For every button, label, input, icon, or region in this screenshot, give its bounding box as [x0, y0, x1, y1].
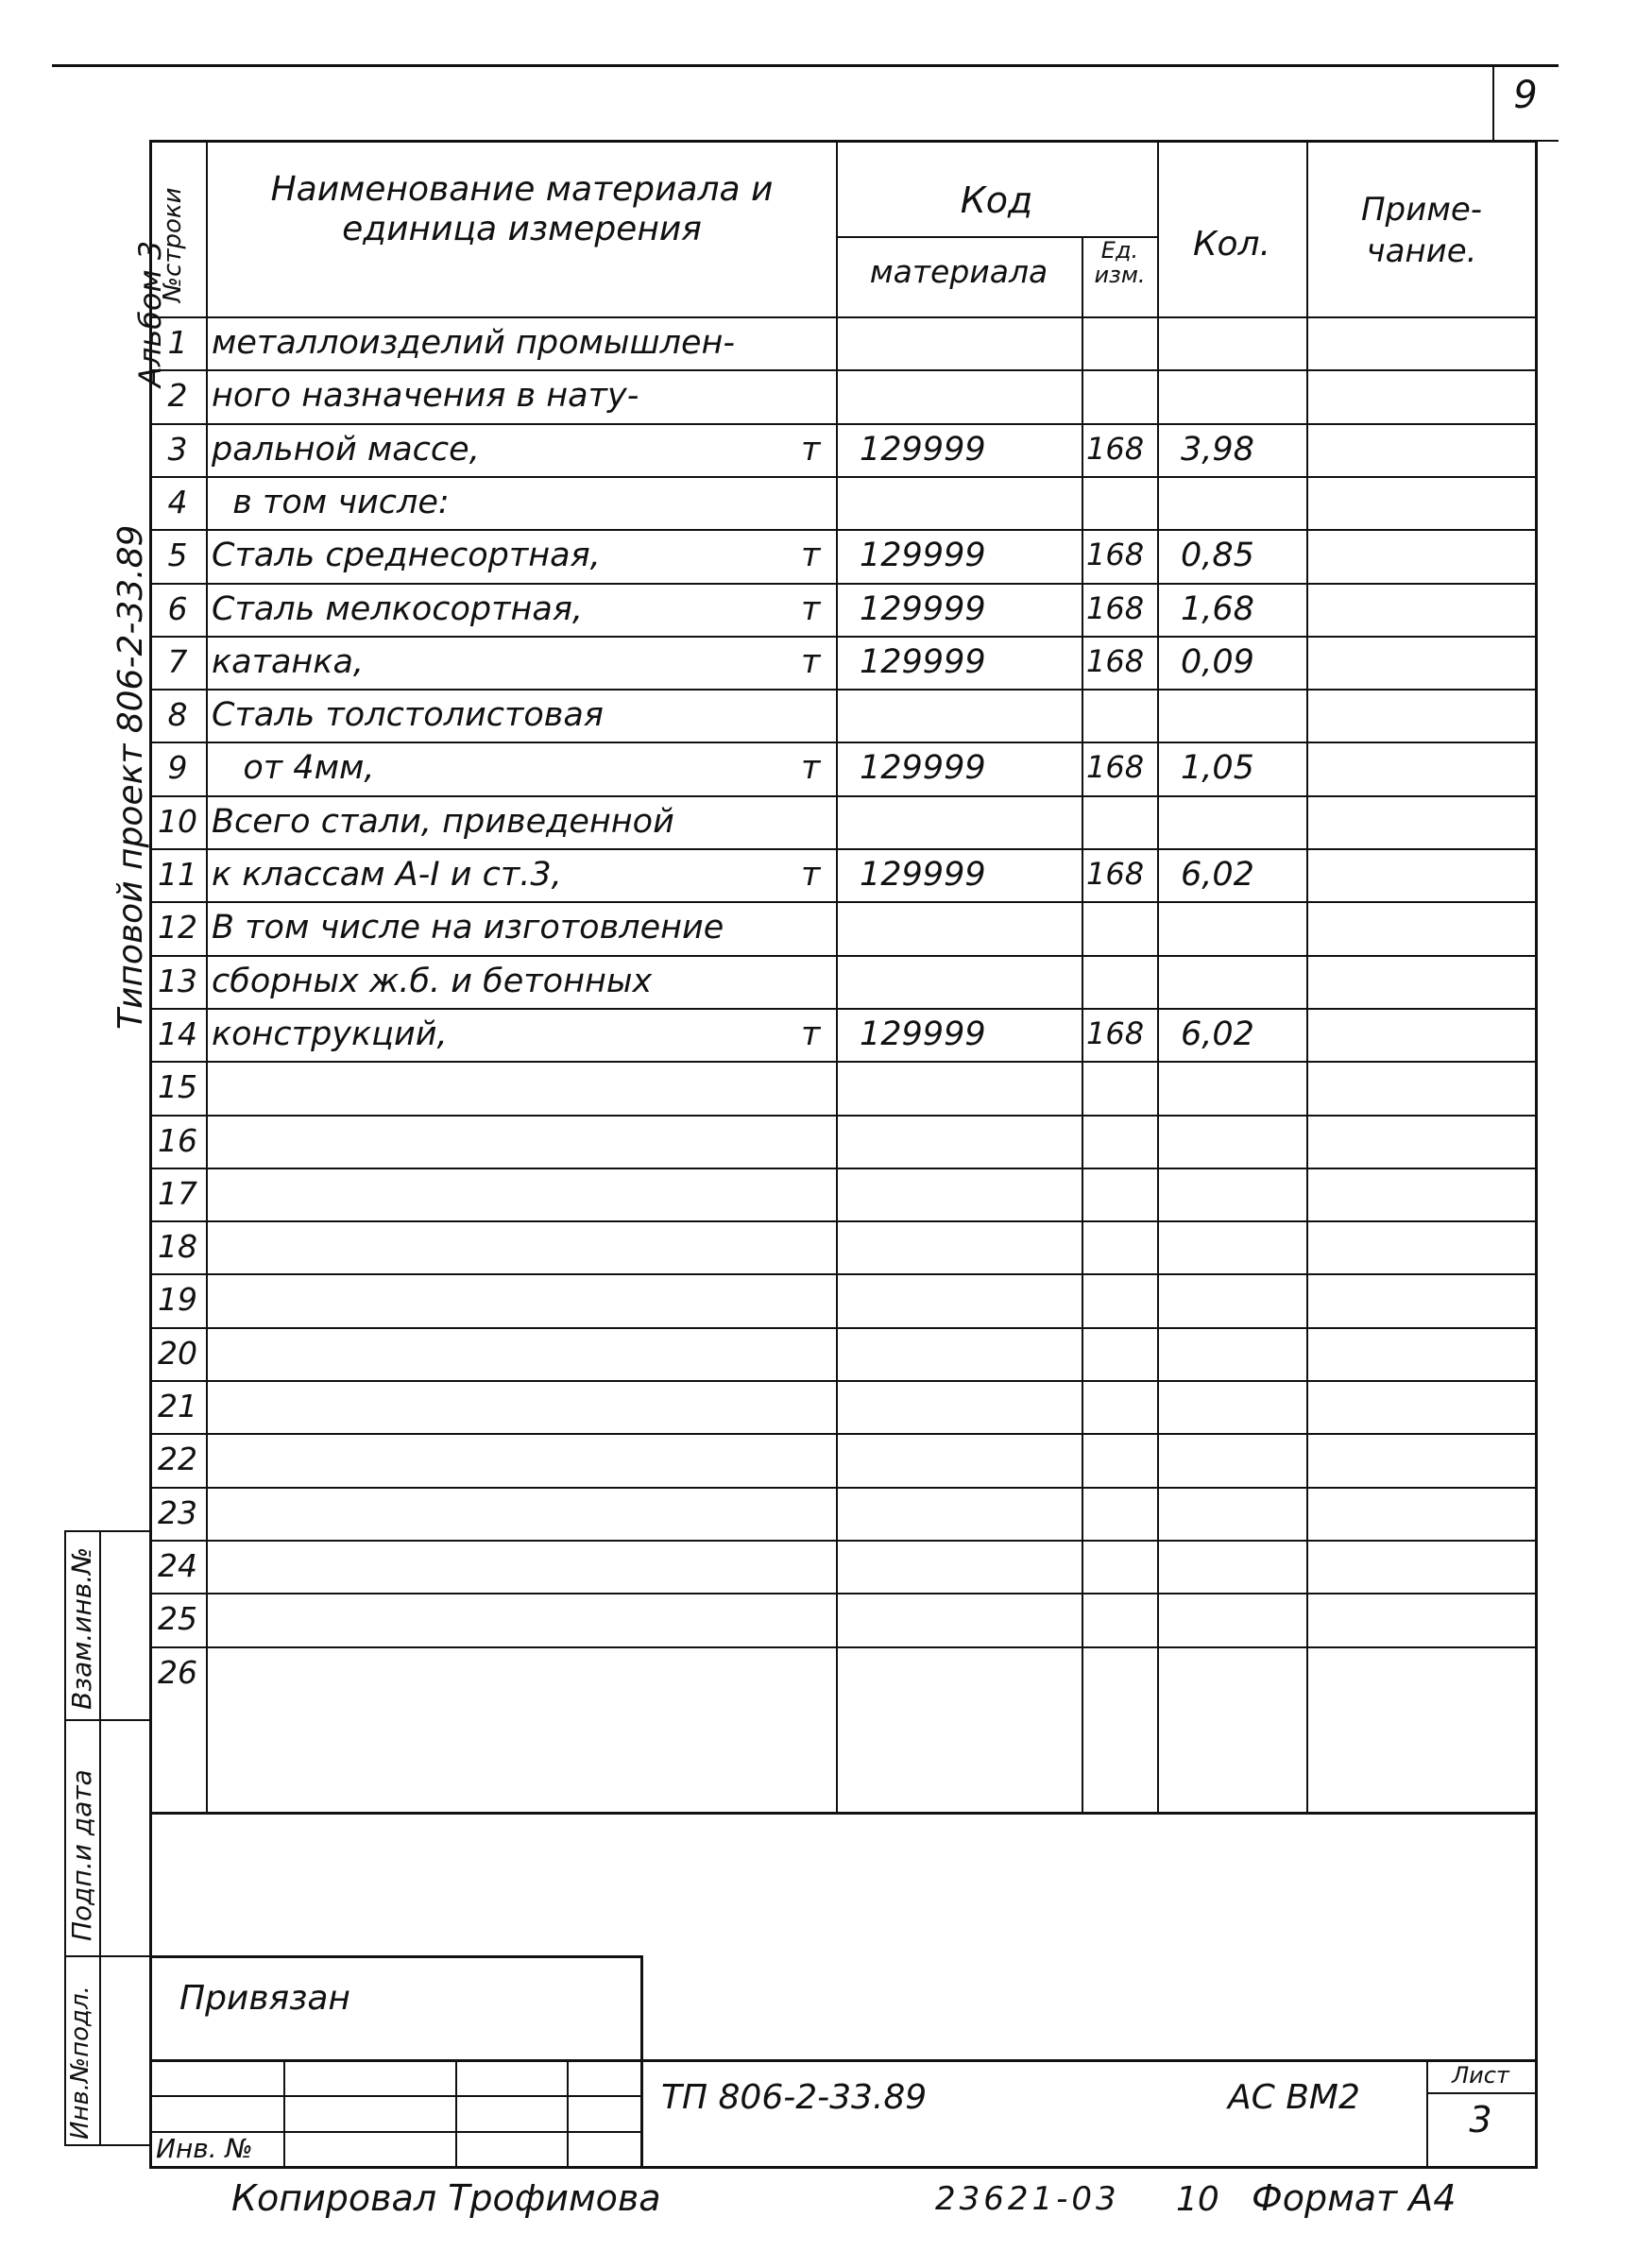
row-code: 129999	[860, 749, 986, 787]
format-label: Формат А4	[1252, 2177, 1457, 2219]
row-unit: 168	[1086, 537, 1145, 572]
stamp-main-line	[149, 2059, 1538, 2062]
row-qty: 0,09	[1181, 643, 1254, 681]
row-number: 26	[158, 1654, 197, 1691]
row-number: 10	[158, 803, 197, 840]
row-unit: 168	[1086, 643, 1145, 679]
row-number: 12	[158, 909, 197, 946]
table-row	[149, 1008, 1538, 1061]
row-code: 129999	[860, 1015, 986, 1053]
table-row	[149, 1646, 1538, 1699]
table-row	[149, 316, 1538, 369]
name-header: Наименование материала и единица измерения	[270, 170, 774, 248]
sheet-box-div	[1426, 2092, 1535, 2094]
table-top	[149, 140, 1538, 143]
row-number: 18	[158, 1228, 197, 1265]
row-unit-symbol: т	[801, 431, 821, 469]
table-row	[149, 1593, 1538, 1646]
row-no-header: №строки	[159, 187, 187, 302]
copied-by: Копировал Трофимова	[231, 2177, 661, 2219]
row-number: 15	[158, 1068, 197, 1105]
row-number: 6	[167, 590, 188, 627]
table-row	[149, 1273, 1538, 1326]
row-unit-symbol: т	[801, 1015, 821, 1053]
row-code: 129999	[860, 590, 986, 628]
table-row	[149, 1220, 1538, 1273]
row-code: 129999	[860, 643, 986, 681]
vzam-inv-label: Взам.инв.№	[66, 1546, 97, 1710]
table-row	[149, 369, 1538, 422]
row-number: 5	[167, 537, 188, 573]
note-header: Приме- чание.	[1360, 191, 1483, 270]
row-unit-symbol: т	[801, 643, 821, 681]
row-name: Всего стали, приведенной	[212, 803, 674, 841]
row-number: 11	[158, 856, 197, 893]
table-row	[149, 1380, 1538, 1433]
copy-count: 10	[1176, 2180, 1219, 2219]
table-row	[149, 1327, 1538, 1380]
row-name: сборных ж.б. и бетонных	[212, 963, 653, 1000]
row-unit: 168	[1086, 1015, 1145, 1051]
stamp-col2	[455, 2059, 457, 2166]
podp-data-label: Подп.и дата	[66, 1769, 97, 1941]
row-number: 14	[158, 1015, 197, 1052]
inv-no-label: Инв. №	[156, 2133, 253, 2164]
row-code: 129999	[860, 537, 986, 574]
sheet-code: АС ВМ2	[1228, 2078, 1360, 2117]
row-qty: 3,98	[1181, 431, 1254, 469]
top-border	[52, 64, 1559, 67]
row-number: 9	[167, 749, 188, 786]
inv-podl-label: Инв.№подл.	[66, 1986, 94, 2140]
row-unit-symbol: т	[801, 856, 821, 894]
sheet-number: 3	[1469, 2099, 1492, 2140]
row-unit: 168	[1086, 590, 1145, 626]
table-row	[149, 1115, 1538, 1168]
table-row	[149, 1540, 1538, 1593]
side-stamp-div2	[64, 1955, 151, 1957]
side-stamp-div1	[64, 1719, 151, 1721]
table-row	[149, 795, 1538, 848]
page-number: 9	[1513, 74, 1538, 117]
row-code: 129999	[860, 856, 986, 894]
table-row	[149, 1487, 1538, 1540]
table-row	[149, 583, 1538, 636]
stamp-col3	[567, 2059, 569, 2166]
order-number: 23621-03	[935, 2180, 1120, 2218]
row-number: 3	[167, 431, 188, 468]
row-number: 23	[158, 1494, 197, 1531]
row-number: 16	[158, 1122, 197, 1159]
table-row	[149, 689, 1538, 742]
row-name: металлоизделий промышлен-	[212, 324, 736, 362]
row-name: В том числе на изготовление	[212, 909, 724, 946]
row-number: 20	[158, 1335, 197, 1372]
sheet-label: Лист	[1452, 2062, 1509, 2089]
qty-header: Кол.	[1192, 225, 1271, 264]
row-unit: 168	[1086, 749, 1145, 785]
material-header: материала	[869, 253, 1048, 290]
table-bottom	[149, 1812, 1538, 1815]
privyazan-label: Привязан	[179, 1979, 350, 2018]
row-name: ного назначения в нату-	[212, 377, 639, 415]
table-row	[149, 529, 1538, 582]
album-label: Альбом 3	[132, 240, 168, 387]
table-row	[149, 1061, 1538, 1114]
side-stamp-mid	[99, 1530, 101, 2144]
stamp-bottom	[149, 2166, 1538, 2169]
row-unit-symbol: т	[801, 537, 821, 574]
row-name: от 4мм,	[212, 749, 375, 787]
row-qty: 0,85	[1181, 537, 1254, 574]
table-row	[149, 476, 1538, 529]
row-number: 19	[158, 1281, 197, 1318]
row-number: 7	[167, 643, 188, 680]
table-row	[149, 955, 1538, 1008]
table-row	[149, 742, 1538, 794]
row-unit-symbol: т	[801, 590, 821, 628]
row-unit-symbol: т	[801, 749, 821, 787]
side-stamp-bottom	[64, 2144, 151, 2146]
row-name: Сталь среднесортная,	[212, 537, 601, 574]
table-row	[149, 1168, 1538, 1220]
table-row	[149, 901, 1538, 954]
row-unit: 168	[1086, 431, 1145, 467]
stamp-col1	[283, 2059, 285, 2166]
row-code: 129999	[860, 431, 986, 469]
row-number: 13	[158, 963, 197, 999]
table-row	[149, 636, 1538, 689]
row-number: 1	[167, 324, 188, 361]
table-row	[149, 1433, 1538, 1486]
project-label: Типовой проект 806-2-33.89	[111, 524, 150, 1030]
row-qty: 6,02	[1181, 1015, 1254, 1053]
row-name: ральной массе,	[212, 431, 480, 469]
stamp-top-left	[149, 1955, 640, 1958]
row-name: в том числе:	[212, 484, 450, 521]
row-name: к классам А-I и ст.3,	[212, 856, 562, 894]
row-number: 21	[158, 1388, 197, 1424]
row-number: 17	[158, 1175, 197, 1212]
row-number: 22	[158, 1441, 197, 1477]
row-number: 24	[158, 1547, 197, 1584]
row-number: 8	[167, 696, 188, 733]
row-number: 4	[167, 484, 188, 520]
table-row	[149, 423, 1538, 476]
unit-header: Ед. изм.	[1094, 237, 1146, 288]
row-name: Сталь мелкосортная,	[212, 590, 584, 628]
row-number: 25	[158, 1600, 197, 1637]
row-qty: 1,05	[1181, 749, 1254, 787]
row-qty: 1,68	[1181, 590, 1254, 628]
row-number: 2	[167, 377, 188, 414]
side-stamp-top	[64, 1530, 151, 1532]
row-name: конструкций,	[212, 1015, 448, 1053]
row-name: Сталь толстолистовая	[212, 696, 604, 734]
table-row	[149, 848, 1538, 901]
row-name: катанка,	[212, 643, 365, 681]
row-unit: 168	[1086, 856, 1145, 892]
code-header: Код	[960, 179, 1033, 221]
designation: ТП 806-2-33.89	[661, 2078, 928, 2117]
row-qty: 6,02	[1181, 856, 1254, 894]
